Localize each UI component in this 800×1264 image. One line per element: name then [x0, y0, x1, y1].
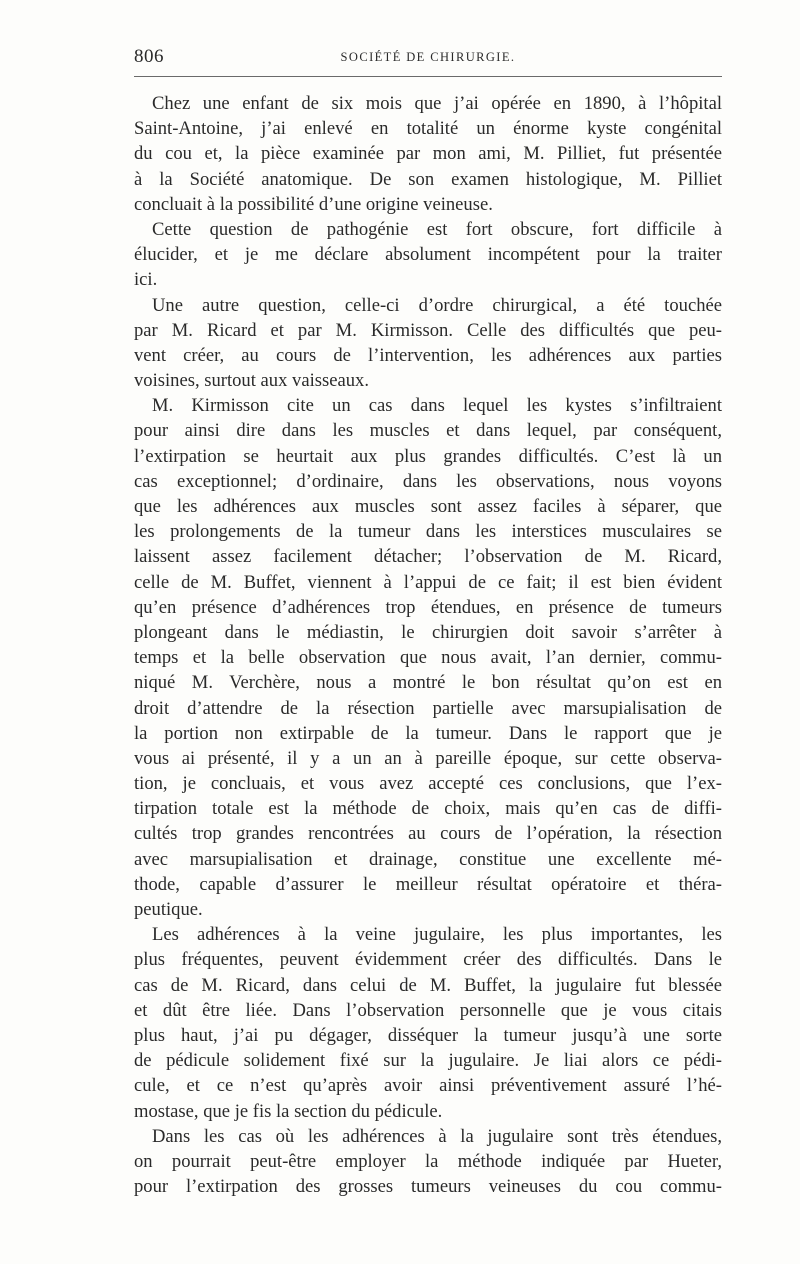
text-line: ici. [134, 269, 158, 291]
text-line: pour ainsi dire dans les muscles et dans lequel, par conséquent, [134, 420, 722, 442]
text-line: cule, et ce n’est qu’après avoir ainsi préventivement assuré l’hé- [134, 1075, 722, 1097]
text-line: celle de M. Buffet, viennent à l’appui de ce fait; il est bien évident [134, 571, 722, 593]
text-line: tion, je concluais, et vous avez accepté ces conclusions, que l’ex- [134, 773, 722, 795]
text-line: pour l’extirpation des grosses tumeurs veineuses du cou commu- [134, 1176, 722, 1198]
text-line: cultés trop grandes rencontrées au cours de l’opération, la résection [134, 823, 722, 845]
text-line: et dût être liée. Dans l’observation personnelle que je vous citais [134, 999, 722, 1021]
text-line: vent créer, au cours de l’intervention, les adhérences aux parties [134, 344, 722, 366]
text-line: voisines, surtout aux vaisseaux. [134, 370, 369, 392]
text-line: niqué M. Verchère, nous a montré le bon résultat qu’on est en [134, 672, 722, 694]
text-line: temps et la belle observation que nous avait, l’an dernier, commu- [134, 647, 722, 669]
page-number: 806 [134, 46, 164, 67]
text-line: avec marsupialisation et drainage, constitue une excellente mé- [134, 848, 722, 870]
text-line: élucider, et je me déclare absolument incompétent pour la traiter [134, 244, 722, 266]
text-line: à la Société anatomique. De son examen histologique, M. Pilliet [134, 168, 722, 190]
text-line: laissent assez facilement détacher; l’observation de M. Ricard, [134, 546, 722, 568]
text-line: que les adhérences aux muscles sont assez faciles à séparer, que [134, 496, 722, 517]
text-line: droit d’attendre de la résection partielle avec marsupialisation de [134, 697, 722, 719]
text-line: M. Kirmisson cite un cas dans lequel les kystes s’infiltraient [152, 395, 722, 417]
body-text [134, 91, 722, 1199]
text-line: concluait à la possibilité d’une origine veineuse. [134, 193, 493, 215]
text-line: cas exceptionnel; d’ordinaire, dans les observations, nous voyons [134, 470, 722, 492]
text-line: on pourrait peut-être employer la méthode indiquée par Hueter, [134, 1150, 722, 1172]
text-line: Saint-Antoine, j’ai enlevé en totalité un énorme kyste congénital [134, 118, 722, 140]
text-line: la portion non extirpable de la tumeur. Dans le rapport que je [134, 722, 722, 744]
text-line: qu’en présence d’adhérences trop étendues, en présence de tumeurs [134, 596, 722, 618]
text-line: Cette question de pathogénie est fort obscure, fort difficile à [152, 218, 722, 240]
text-line: par M. Ricard et par M. Kirmisson. Celle des difficultés que peu- [134, 319, 722, 341]
text-line: thode, capable d’assurer le meilleur résultat opératoire et théra- [134, 873, 722, 895]
text-line: du cou et, la pièce examinée par mon ami, M. Pilliet, fut présentée [134, 143, 722, 165]
header-rule [134, 76, 722, 77]
text-line: plus haut, j’ai pu dégager, disséquer la tumeur jusqu’à une sorte [134, 1024, 722, 1046]
text-line: Dans les cas où les adhérences à la jugulaire sont très étendues, [152, 1125, 722, 1147]
text-line: plongeant dans le médiastin, le chirurgien doit savoir s’arrêter à [134, 621, 722, 643]
text-line: les prolongements de la tumeur dans les interstices musculaires se [134, 521, 722, 543]
text-line: peutique. [134, 899, 203, 920]
text-line: Une autre question, celle-ci d’ordre chirurgical, a été touchée [152, 294, 722, 316]
text-line: tirpation totale est la méthode de choix, mais qu’en cas de diffi- [134, 798, 722, 820]
text-line: mostase, que je fis la section du pédicule. [134, 1100, 443, 1122]
text-line: cas de M. Ricard, dans celui de M. Buffet, la jugulaire fut blessée [134, 974, 722, 996]
text-line: plus fréquentes, peuvent évidemment créer des difficultés. Dans le [134, 949, 722, 971]
running-title: SOCIÉTÉ DE CHIRURGIE. [340, 50, 516, 64]
text-line: Les adhérences à la veine jugulaire, les plus importantes, les [152, 924, 722, 946]
page-header [134, 46, 722, 70]
text-line: vous ai présenté, il y a un an à pareille époque, sur cette observa- [134, 747, 722, 769]
text-line: l’extirpation se heurtait aux plus grandes difficultés. C’est là un [134, 445, 722, 467]
text-line: de pédicule solidement fixé sur la jugulaire. Je liai alors ce pédi- [134, 1050, 722, 1072]
text-line: Chez une enfant de six mois que j’ai opérée en 1890, à l’hôpital [152, 93, 722, 114]
